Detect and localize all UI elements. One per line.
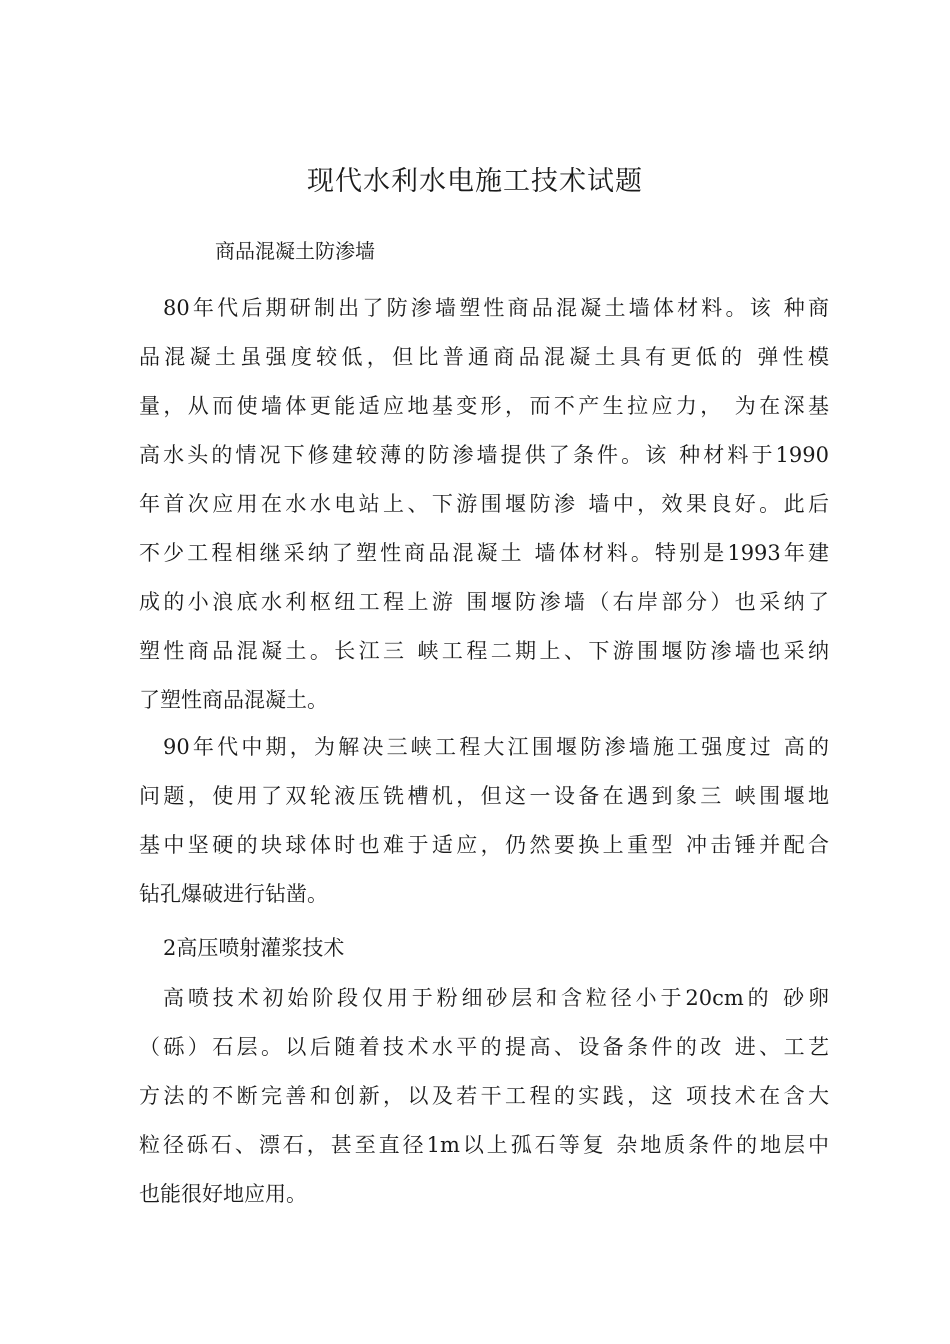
text-line: 钻孔爆破进行钻凿。	[139, 882, 328, 906]
paragraph-3	[139, 974, 829, 1219]
text-line: 90年代中期，为解决三峡工程大江围堰防渗墙施工强度过 高的	[163, 735, 829, 759]
section-heading: 商品混凝土防渗墙	[215, 239, 375, 263]
document-title: 现代水利水电施工技术试题	[307, 166, 643, 197]
text-line: 高喷技术初始阶段仅用于粉细砂层和含粒径小于20cm的 砂卵	[163, 986, 829, 1010]
text-line: 年首次应用在水水电站上、下游围堰防渗 墙中，效果良好。此后	[139, 492, 829, 516]
text-line: 方法的不断完善和创新，以及若干工程的实践，这 项技术在含大	[139, 1084, 829, 1108]
text-line: 品混凝土虽强度较低，但比普通商品混凝土具有更低的 弹性模	[139, 345, 829, 369]
text-line: 基中坚硬的块球体时也难于适应，仍然要换上重型 冲击锤并配合	[139, 833, 829, 857]
text-line: 量，从而使墙体更能适应地基变形，而不产生拉应力， 为在深基	[139, 394, 829, 418]
paragraph-1	[139, 284, 829, 725]
section-2-heading-block	[139, 924, 829, 973]
section-2-heading: 2高压喷射灌浆技术	[163, 936, 345, 960]
text-line: 80年代后期研制出了防渗墙塑性商品混凝土墙体材料。该 种商	[163, 296, 829, 320]
text-line: 塑性商品混凝土。长江三 峡工程二期上、下游围堰防渗墙也采纳	[139, 639, 829, 663]
text-line: 高水头的情况下修建较薄的防渗墙提供了条件。该 种材料于1990	[139, 443, 829, 467]
text-line: 了塑性商品混凝土。	[139, 688, 328, 712]
text-line: 也能很好地应用。	[139, 1182, 307, 1206]
text-line: 问题，使用了双轮液压铣槽机，但这一设备在遇到象三 峡围堰地	[139, 784, 829, 808]
text-line: 粒径砾石、漂石，甚至直径1m以上孤石等复 杂地质条件的地层中	[139, 1133, 829, 1157]
text-line: 不少工程相继采纳了塑性商品混凝土 墙体材料。特别是1993年建	[139, 541, 829, 565]
text-line: （砾）石层。以后随着技术水平的提高、设备条件的改 进、工艺	[139, 1035, 829, 1059]
paragraph-2	[139, 723, 829, 919]
text-line: 成的小浪底水利枢纽工程上游 围堰防渗墙（右岸部分）也采纳了	[139, 590, 829, 614]
